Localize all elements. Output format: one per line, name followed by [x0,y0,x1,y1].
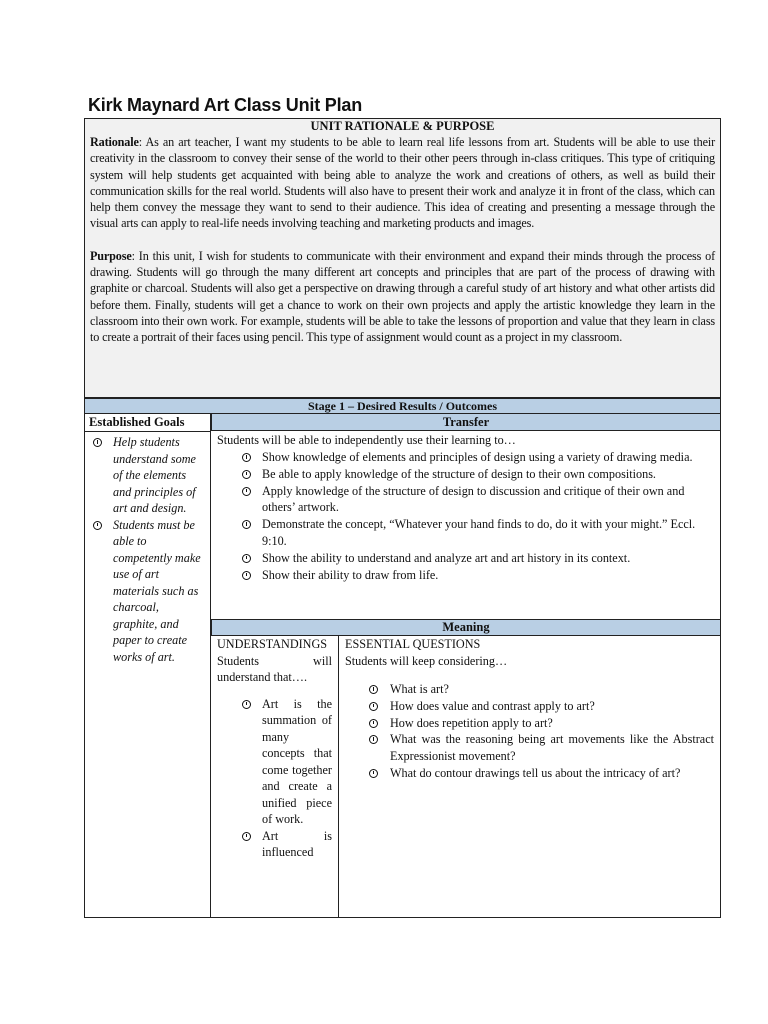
transfer-intro: Students will be able to independently use their learning to… [217,433,516,447]
list-item [339,765,720,782]
transfer-list [211,449,720,583]
list-item [211,516,720,550]
clock-bullet-icon [93,438,102,447]
clock-bullet-icon [242,520,251,529]
rationale-paragraph [90,134,715,232]
transfer-item-text: Show knowledge of elements and principles of design using a variety of drawing media. [262,450,693,464]
established-goals-heading: Established Goals [85,414,210,432]
question-text: How does repetition apply to art? [390,715,553,730]
rationale-text: : As an art teacher, I want my students to be able to learn real life lessons from art. Students will be able to use their creativity in the classroom to convey their sense of the world to their other peers through in-class critiques. This type of critiquing system will help students get acquainted with being able to analyze the work and creations of others, as well as build their communication skills for the real world. Students will also have to present their work and analyze it in front of the class, which can help them convey the message they want to send to their audience. This idea of creating and presenting a message through the visual arts can apply to real-life needs involving teaching and marketing products and images. [90,135,715,231]
essential-questions-list [339,681,720,782]
unit-rationale-heading: UNIT RATIONALE & PURPOSE [310,119,495,133]
list-item [211,550,720,567]
list-item [85,517,210,666]
question-text: What was the reasoning being art movements like the Abstract Expressionist movement? [390,732,714,764]
question-text: What is art? [390,682,449,696]
understanding-text: Art is influenced [262,828,332,859]
stage1-heading: Stage 1 – Desired Results / Outcomes [84,398,721,414]
meaning-heading: Meaning [211,619,721,636]
goal-text: Help students understand some of the elements and principles of art and design. [113,435,196,515]
clock-bullet-icon [369,769,378,778]
understandings-column [211,636,339,918]
clock-bullet-icon [242,487,251,496]
list-item [339,681,720,698]
transfer-item-text: Apply knowledge of the structure of design to discussion and critique of their own and others’ artwork. [262,483,685,515]
purpose-paragraph [90,248,715,346]
question-text: How does value and contrast apply to art? [390,698,595,713]
understandings-heading: UNDERSTANDINGS [217,637,328,651]
understandings-intro: Students will understand that…. [217,653,332,684]
purpose-label: Purpose [90,248,132,263]
essential-questions-column [339,636,721,918]
list-item [85,434,210,517]
clock-bullet-icon [242,554,251,563]
purpose-text: : In this unit, I wish for students to communicate with their environment and expand their minds through the process of drawing. Students will go through the many different art concepts and principles that are part of the process of drawing with graphite or charcoal. Students will also get a perspective on drawing through a careful study of art history and what other artists did before them. Finally, students will get a chance to work on their own projects and apply the artistic knowledge they learn in the classroom into their own work. For example, students will be able to take the lessons of proportion and value that they learn in class to create a portrait of their faces using pencil. This type of assignment would count as a project in my classroom. [90,248,715,345]
understanding-text: Art is the summation of many concepts that come together and create a unified piece of work. [262,696,332,826]
clock-bullet-icon [369,735,378,744]
list-item [211,483,720,517]
clock-bullet-icon [369,719,378,728]
question-text: What do contour drawings tell us about the intricacy of art? [390,765,681,780]
list-item [339,698,720,715]
page-title: Kirk Maynard Art Class Unit Plan [88,95,363,115]
essential-questions-intro: Students will keep considering… [345,653,508,668]
transfer-section [211,431,721,619]
list-item [211,466,720,483]
goal-text: Students must be able to competently make use of art materials such as charcoal, graphite, and paper to create works of art. [113,517,201,664]
clock-bullet-icon [369,685,378,694]
established-goals-column [84,414,211,918]
clock-bullet-icon [242,571,251,580]
clock-bullet-icon [242,470,251,479]
essential-questions-heading: ESSENTIAL QUESTIONS [345,637,481,651]
clock-bullet-icon [242,700,251,709]
transfer-item-text: Show the ability to understand and analyze art and art history in its context. [262,550,631,565]
transfer-item-text: Show their ability to draw from life. [262,567,439,582]
unit-rationale-section [84,118,721,398]
transfer-heading: Transfer [211,414,721,431]
clock-bullet-icon [242,832,251,841]
clock-bullet-icon [93,521,102,530]
clock-bullet-icon [242,453,251,462]
rationale-label: Rationale [90,135,139,149]
list-item [339,731,720,765]
list-item [211,449,720,466]
understandings-list [211,696,338,861]
list-item [339,715,720,732]
clock-bullet-icon [369,702,378,711]
established-goals-list [85,434,210,665]
transfer-item-text: Demonstrate the concept, “Whatever your hand finds to do, do it with your might.” Eccl. 9:10. [262,517,696,548]
list-item [211,567,720,584]
list-item [211,696,338,828]
list-item [211,828,338,861]
transfer-item-text: Be able to apply knowledge of the structure of design to their own compositions. [262,466,656,481]
